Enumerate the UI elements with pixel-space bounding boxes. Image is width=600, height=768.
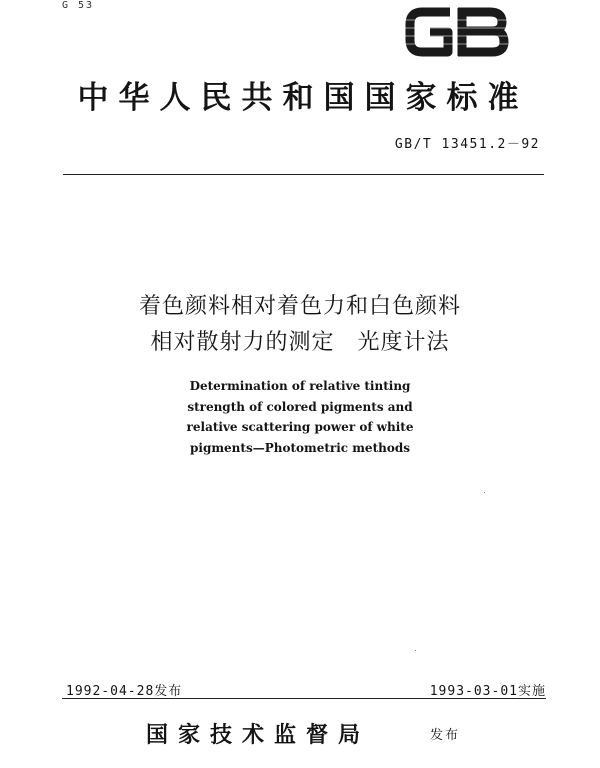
gb-logo xyxy=(400,0,512,62)
publisher-suffix: 发布 xyxy=(430,728,461,743)
chinese-title-line-2: 相对散射力的测定 光度计法 xyxy=(150,330,450,355)
chinese-title-line-1: 着色颜料相对着色力和白色颜料 xyxy=(138,294,461,319)
publisher-name: 国家技术监督局 xyxy=(146,722,371,748)
issue-date: 1992-04-28发布 xyxy=(66,684,183,699)
english-title-line-4: pigments—Photometric methods xyxy=(190,440,410,455)
english-title-line-2: strength of colored pigments and xyxy=(187,399,413,414)
classification-code: G 53 xyxy=(62,0,95,11)
scan-speck xyxy=(415,650,416,651)
english-title xyxy=(150,376,450,458)
standard-number: GB/T 13451.2－92 xyxy=(394,137,540,152)
english-title-line-1: Determination of relative tinting xyxy=(189,379,411,393)
english-title-line-3: relative scattering power of white xyxy=(186,420,414,434)
scan-speck xyxy=(484,492,485,493)
implementation-date: 1993-03-01实施 xyxy=(429,684,546,699)
organization-title: 中华人民共和国国家标准 xyxy=(77,80,529,116)
top-divider xyxy=(63,174,544,175)
bottom-divider xyxy=(62,698,546,699)
